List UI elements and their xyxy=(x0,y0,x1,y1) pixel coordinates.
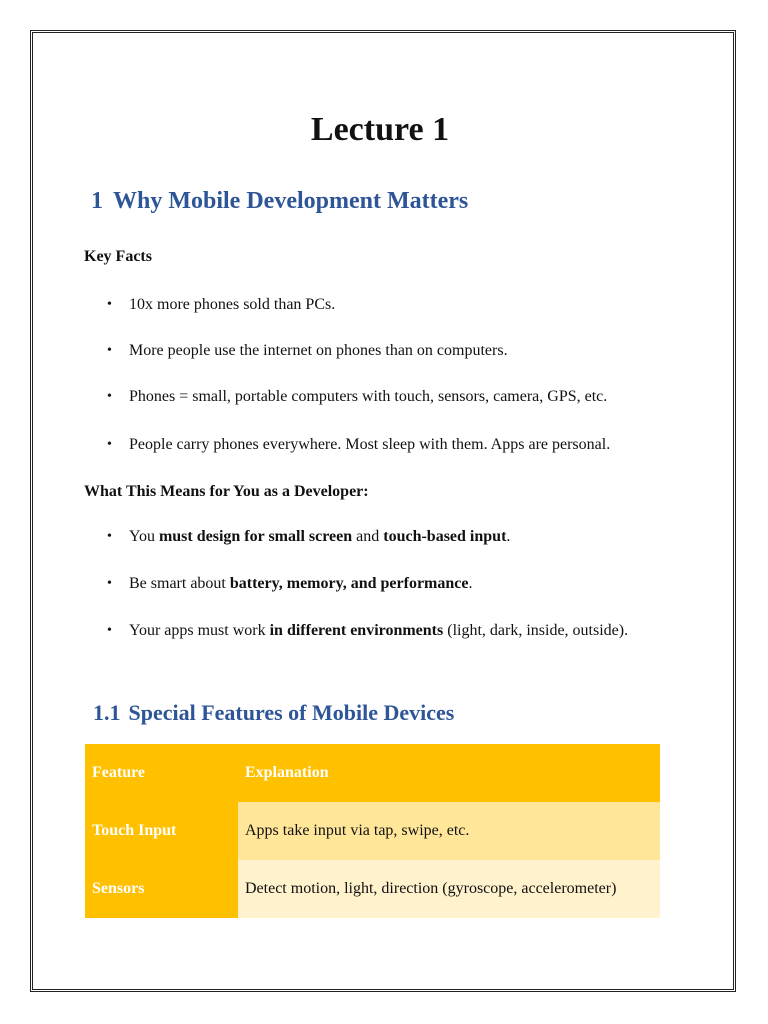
list-item: • Your apps must work in different environments (light, dark, inside, outside). xyxy=(84,616,659,646)
list-item: • You must design for small screen and touch-based input. xyxy=(84,522,674,552)
list-item: • Phones = small, portable computers with touch, sensors, camera, GPS, etc. xyxy=(84,382,674,412)
explanation-cell: Detect motion, light, direction (gyroscope, accelerometer) xyxy=(238,860,660,918)
column-header-feature: Feature xyxy=(85,744,238,802)
table-header-row xyxy=(85,744,660,802)
features-table xyxy=(85,744,660,918)
subsection-number: 1.1 xyxy=(93,700,121,725)
feature-cell: Sensors xyxy=(85,860,238,918)
list-item: • People carry phones everywhere. Most sleep with them. Apps are personal. xyxy=(84,430,674,460)
key-facts-heading: Key Facts xyxy=(84,248,152,265)
explanation-cell: Apps take input via tap, swipe, etc. xyxy=(238,802,660,860)
subsection-title: Special Features of Mobile Devices xyxy=(128,700,455,725)
section-number: 1 xyxy=(91,188,103,214)
table-row xyxy=(85,802,660,860)
table-row xyxy=(85,860,660,918)
list-item: • More people use the internet on phones than on computers. xyxy=(84,336,674,366)
section-heading xyxy=(91,184,468,218)
list-item: • 10x more phones sold than PCs. xyxy=(84,290,674,320)
feature-cell: Touch Input xyxy=(85,802,238,860)
section-title: Why Mobile Development Matters xyxy=(113,188,469,214)
developer-heading: What This Means for You as a Developer: xyxy=(84,483,369,500)
subsection-heading xyxy=(93,697,454,729)
column-header-explanation: Explanation xyxy=(238,744,660,802)
document-title: Lecture 1 xyxy=(310,111,450,148)
list-item: • Be smart about battery, memory, and performance. xyxy=(84,569,674,599)
